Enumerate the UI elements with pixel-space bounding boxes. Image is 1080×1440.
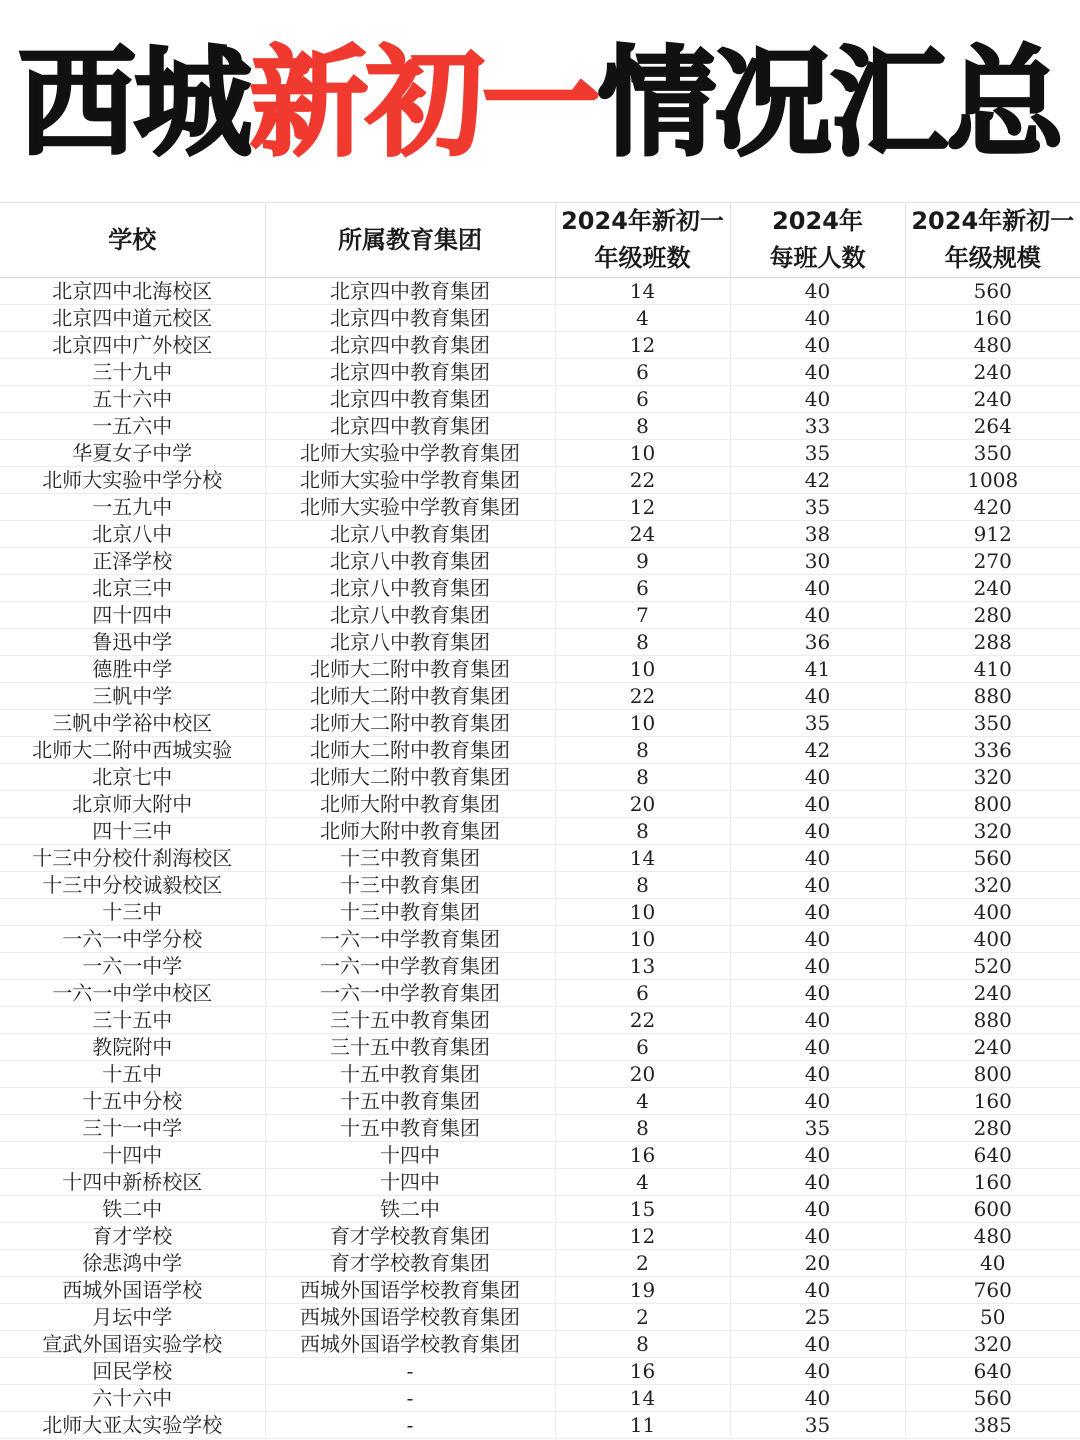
school-name-cell: 一五六中 — [0, 413, 265, 440]
school-name-cell: 十四中新桥校区 — [0, 1169, 265, 1196]
class-count-cell: 16 — [555, 1358, 730, 1385]
table-row — [0, 737, 1080, 764]
class-count-cell: 10 — [555, 710, 730, 737]
class-count-cell: 4 — [555, 1169, 730, 1196]
per-class-cell: 40 — [730, 872, 905, 899]
school-name-cell: 教院附中 — [0, 1034, 265, 1061]
grade-size-cell: 350 — [905, 710, 1080, 737]
school-name-cell: 四十四中 — [0, 602, 265, 629]
class-count-cell: 14 — [555, 845, 730, 872]
per-class-cell: 38 — [730, 521, 905, 548]
group-name-cell: 一六一中学教育集团 — [265, 980, 555, 1007]
school-name-cell: 十三中 — [0, 899, 265, 926]
table-row — [0, 1169, 1080, 1196]
class-count-cell: 12 — [555, 332, 730, 359]
group-name-cell: 十四中 — [265, 1169, 555, 1196]
group-name-cell: 西城外国语学校教育集团 — [265, 1331, 555, 1358]
group-name-cell: 三十五中教育集团 — [265, 1034, 555, 1061]
class-count-cell: 10 — [555, 926, 730, 953]
school-name-cell: 一六一中学 — [0, 953, 265, 980]
table-row — [0, 656, 1080, 683]
school-name-cell: 一六一中学中校区 — [0, 980, 265, 1007]
school-name-cell: 十五中分校 — [0, 1088, 265, 1115]
group-name-cell: 北京四中教育集团 — [265, 359, 555, 386]
header-class-count: 2024年新初一 年级班数 — [555, 203, 730, 278]
group-name-cell: 西城外国语学校教育集团 — [265, 1304, 555, 1331]
class-count-cell: 6 — [555, 359, 730, 386]
table-row — [0, 1304, 1080, 1331]
grade-size-cell: 800 — [905, 791, 1080, 818]
per-class-cell: 40 — [730, 1169, 905, 1196]
group-name-cell: 北师大二附中教育集团 — [265, 764, 555, 791]
class-count-cell: 8 — [555, 413, 730, 440]
class-count-cell: 8 — [555, 737, 730, 764]
school-name-cell: 十三中分校诚毅校区 — [0, 872, 265, 899]
school-name-cell: 北师大二附中西城实验 — [0, 737, 265, 764]
grade-size-cell: 320 — [905, 872, 1080, 899]
group-name-cell: 北京八中教育集团 — [265, 521, 555, 548]
group-name-cell: 北师大实验中学教育集团 — [265, 440, 555, 467]
class-count-cell: 13 — [555, 953, 730, 980]
grade-size-cell: 240 — [905, 575, 1080, 602]
grade-size-cell: 350 — [905, 440, 1080, 467]
table-row — [0, 764, 1080, 791]
grade-size-cell: 240 — [905, 980, 1080, 1007]
table-row — [0, 467, 1080, 494]
per-class-cell: 35 — [730, 1115, 905, 1142]
table-row — [0, 278, 1080, 305]
per-class-cell: 40 — [730, 1088, 905, 1115]
grade-size-cell: 600 — [905, 1196, 1080, 1223]
grade-size-cell: 160 — [905, 305, 1080, 332]
class-count-cell: 15 — [555, 1196, 730, 1223]
grade-size-cell: 288 — [905, 629, 1080, 656]
group-name-cell: - — [265, 1385, 555, 1412]
table-row — [0, 440, 1080, 467]
table-row — [0, 1088, 1080, 1115]
group-name-cell: 北京四中教育集团 — [265, 332, 555, 359]
school-name-cell: 北京八中 — [0, 521, 265, 548]
school-name-cell: 北京七中 — [0, 764, 265, 791]
header-group: 所属教育集团 — [265, 203, 555, 278]
table-row — [0, 1358, 1080, 1385]
page-title — [0, 28, 1080, 178]
group-name-cell: 育才学校教育集团 — [265, 1223, 555, 1250]
per-class-cell: 40 — [730, 1061, 905, 1088]
grade-size-cell: 480 — [905, 1223, 1080, 1250]
group-name-cell: 北师大附中教育集团 — [265, 818, 555, 845]
class-count-cell: 12 — [555, 1223, 730, 1250]
group-name-cell: 一六一中学教育集团 — [265, 953, 555, 980]
grade-size-cell: 560 — [905, 1385, 1080, 1412]
class-count-cell: 24 — [555, 521, 730, 548]
group-name-cell: 西城外国语学校教育集团 — [265, 1277, 555, 1304]
table-row — [0, 710, 1080, 737]
table-row — [0, 791, 1080, 818]
table-row — [0, 521, 1080, 548]
class-count-cell: 22 — [555, 1007, 730, 1034]
table-row — [0, 1277, 1080, 1304]
per-class-cell: 40 — [730, 899, 905, 926]
per-class-cell: 42 — [730, 467, 905, 494]
group-name-cell: 北京四中教育集团 — [265, 278, 555, 305]
class-count-cell: 10 — [555, 440, 730, 467]
school-name-cell: 十四中 — [0, 1142, 265, 1169]
grade-size-cell: 560 — [905, 845, 1080, 872]
title-part-summary: 情况汇总 — [598, 34, 1063, 172]
table-row — [0, 953, 1080, 980]
class-count-cell: 6 — [555, 386, 730, 413]
table-row — [0, 575, 1080, 602]
school-name-cell: 四十三中 — [0, 818, 265, 845]
grade-size-cell: 320 — [905, 1331, 1080, 1358]
group-name-cell: - — [265, 1412, 555, 1439]
header-school: 学校 — [0, 203, 265, 278]
grade-size-cell: 40 — [905, 1250, 1080, 1277]
group-name-cell: 北师大实验中学教育集团 — [265, 494, 555, 521]
table-row — [0, 1007, 1080, 1034]
class-count-cell: 20 — [555, 791, 730, 818]
per-class-cell: 40 — [730, 1007, 905, 1034]
table-row — [0, 1412, 1080, 1439]
class-count-cell: 8 — [555, 764, 730, 791]
per-class-cell: 40 — [730, 305, 905, 332]
group-name-cell: 十五中教育集团 — [265, 1088, 555, 1115]
table-row — [0, 629, 1080, 656]
table-row — [0, 1034, 1080, 1061]
school-name-cell: 宣武外国语实验学校 — [0, 1331, 265, 1358]
per-class-cell: 40 — [730, 1277, 905, 1304]
school-name-cell: 北京师大附中 — [0, 791, 265, 818]
group-name-cell: - — [265, 1358, 555, 1385]
per-class-cell: 40 — [730, 602, 905, 629]
grade-size-cell: 240 — [905, 1034, 1080, 1061]
grade-size-cell: 520 — [905, 953, 1080, 980]
table-row — [0, 332, 1080, 359]
per-class-cell: 35 — [730, 440, 905, 467]
group-name-cell: 北京四中教育集团 — [265, 413, 555, 440]
per-class-cell: 40 — [730, 1034, 905, 1061]
class-count-cell: 11 — [555, 1412, 730, 1439]
class-count-cell: 2 — [555, 1304, 730, 1331]
grade-size-cell: 280 — [905, 1115, 1080, 1142]
school-name-cell: 北京三中 — [0, 575, 265, 602]
school-name-cell: 五十六中 — [0, 386, 265, 413]
school-name-cell: 正泽学校 — [0, 548, 265, 575]
table-row — [0, 413, 1080, 440]
per-class-cell: 40 — [730, 1223, 905, 1250]
class-count-cell: 8 — [555, 629, 730, 656]
group-name-cell: 北师大附中教育集团 — [265, 791, 555, 818]
table-row — [0, 1196, 1080, 1223]
table-row — [0, 818, 1080, 845]
school-name-cell: 三十九中 — [0, 359, 265, 386]
grade-size-cell: 240 — [905, 359, 1080, 386]
class-count-cell: 8 — [555, 1331, 730, 1358]
table-row — [0, 1115, 1080, 1142]
grade-size-cell: 400 — [905, 926, 1080, 953]
per-class-cell: 40 — [730, 359, 905, 386]
school-name-cell: 北京四中广外校区 — [0, 332, 265, 359]
class-count-cell: 6 — [555, 980, 730, 1007]
grade-size-cell: 240 — [905, 386, 1080, 413]
group-name-cell: 十三中教育集团 — [265, 872, 555, 899]
per-class-cell: 25 — [730, 1304, 905, 1331]
group-name-cell: 北京八中教育集团 — [265, 629, 555, 656]
school-name-cell: 十三中分校什刹海校区 — [0, 845, 265, 872]
per-class-cell: 40 — [730, 980, 905, 1007]
per-class-cell: 30 — [730, 548, 905, 575]
group-name-cell: 北师大实验中学教育集团 — [265, 467, 555, 494]
school-name-cell: 一六一中学分校 — [0, 926, 265, 953]
grade-size-cell: 1008 — [905, 467, 1080, 494]
per-class-cell: 33 — [730, 413, 905, 440]
school-name-cell: 德胜中学 — [0, 656, 265, 683]
class-count-cell: 14 — [555, 278, 730, 305]
title-part-xicheng: 西城 — [17, 34, 250, 172]
school-name-cell: 三十五中 — [0, 1007, 265, 1034]
school-name-cell: 铁二中 — [0, 1196, 265, 1223]
per-class-cell: 40 — [730, 953, 905, 980]
grade-size-cell: 640 — [905, 1358, 1080, 1385]
grade-size-cell: 264 — [905, 413, 1080, 440]
grade-size-cell: 336 — [905, 737, 1080, 764]
school-table — [0, 202, 1080, 1439]
group-name-cell: 十四中 — [265, 1142, 555, 1169]
school-name-cell: 十五中 — [0, 1061, 265, 1088]
group-name-cell: 北京四中教育集团 — [265, 386, 555, 413]
group-name-cell: 北师大二附中教育集团 — [265, 683, 555, 710]
per-class-cell: 35 — [730, 494, 905, 521]
table-row — [0, 926, 1080, 953]
table-row — [0, 683, 1080, 710]
group-name-cell: 北师大二附中教育集团 — [265, 710, 555, 737]
group-name-cell: 北京八中教育集团 — [265, 602, 555, 629]
per-class-cell: 20 — [730, 1250, 905, 1277]
per-class-cell: 40 — [730, 845, 905, 872]
table-row — [0, 494, 1080, 521]
class-count-cell: 22 — [555, 683, 730, 710]
group-name-cell: 北师大二附中教育集团 — [265, 737, 555, 764]
table-row — [0, 1385, 1080, 1412]
school-name-cell: 月坛中学 — [0, 1304, 265, 1331]
per-class-cell: 40 — [730, 278, 905, 305]
table-row — [0, 386, 1080, 413]
group-name-cell: 十五中教育集团 — [265, 1061, 555, 1088]
grade-size-cell: 880 — [905, 1007, 1080, 1034]
class-count-cell: 8 — [555, 818, 730, 845]
table-row — [0, 1061, 1080, 1088]
table-row — [0, 845, 1080, 872]
per-class-cell: 40 — [730, 575, 905, 602]
table-row — [0, 359, 1080, 386]
table-row — [0, 980, 1080, 1007]
school-name-cell: 北师大亚太实验学校 — [0, 1412, 265, 1439]
grade-size-cell: 640 — [905, 1142, 1080, 1169]
per-class-cell: 41 — [730, 656, 905, 683]
grade-size-cell: 410 — [905, 656, 1080, 683]
grade-size-cell: 800 — [905, 1061, 1080, 1088]
table-row — [0, 1223, 1080, 1250]
school-name-cell: 三十一中学 — [0, 1115, 265, 1142]
table-row — [0, 899, 1080, 926]
per-class-cell: 40 — [730, 1142, 905, 1169]
table-row — [0, 872, 1080, 899]
group-name-cell: 北京八中教育集团 — [265, 548, 555, 575]
class-count-cell: 2 — [555, 1250, 730, 1277]
grade-size-cell: 912 — [905, 521, 1080, 548]
per-class-cell: 40 — [730, 791, 905, 818]
class-count-cell: 6 — [555, 1034, 730, 1061]
per-class-cell: 35 — [730, 710, 905, 737]
class-count-cell: 4 — [555, 1088, 730, 1115]
class-count-cell: 4 — [555, 305, 730, 332]
grade-size-cell: 760 — [905, 1277, 1080, 1304]
school-name-cell: 六十六中 — [0, 1385, 265, 1412]
group-name-cell: 一六一中学教育集团 — [265, 926, 555, 953]
per-class-cell: 40 — [730, 386, 905, 413]
grade-size-cell: 420 — [905, 494, 1080, 521]
class-count-cell: 8 — [555, 1115, 730, 1142]
school-name-cell: 北师大实验中学分校 — [0, 467, 265, 494]
per-class-cell: 40 — [730, 1385, 905, 1412]
table-row — [0, 548, 1080, 575]
grade-size-cell: 400 — [905, 899, 1080, 926]
class-count-cell: 14 — [555, 1385, 730, 1412]
group-name-cell: 十三中教育集团 — [265, 899, 555, 926]
class-count-cell: 7 — [555, 602, 730, 629]
group-name-cell: 三十五中教育集团 — [265, 1007, 555, 1034]
school-name-cell: 三帆中学裕中校区 — [0, 710, 265, 737]
class-count-cell: 19 — [555, 1277, 730, 1304]
grade-size-cell: 560 — [905, 278, 1080, 305]
class-count-cell: 12 — [555, 494, 730, 521]
school-name-cell: 回民学校 — [0, 1358, 265, 1385]
class-count-cell: 22 — [555, 467, 730, 494]
table-header-row — [0, 203, 1080, 278]
per-class-cell: 40 — [730, 1358, 905, 1385]
group-name-cell: 北京四中教育集团 — [265, 305, 555, 332]
school-name-cell: 华夏女子中学 — [0, 440, 265, 467]
group-name-cell: 铁二中 — [265, 1196, 555, 1223]
header-per-class: 2024年 每班人数 — [730, 203, 905, 278]
table-row — [0, 602, 1080, 629]
table-row — [0, 1142, 1080, 1169]
per-class-cell: 40 — [730, 1196, 905, 1223]
grade-size-cell: 270 — [905, 548, 1080, 575]
per-class-cell: 40 — [730, 683, 905, 710]
grade-size-cell: 880 — [905, 683, 1080, 710]
grade-size-cell: 385 — [905, 1412, 1080, 1439]
school-name-cell: 三帆中学 — [0, 683, 265, 710]
class-count-cell: 10 — [555, 656, 730, 683]
per-class-cell: 40 — [730, 926, 905, 953]
school-name-cell: 北京四中道元校区 — [0, 305, 265, 332]
grade-size-cell: 50 — [905, 1304, 1080, 1331]
group-name-cell: 十三中教育集团 — [265, 845, 555, 872]
per-class-cell: 36 — [730, 629, 905, 656]
school-name-cell: 育才学校 — [0, 1223, 265, 1250]
group-name-cell: 育才学校教育集团 — [265, 1250, 555, 1277]
grade-size-cell: 280 — [905, 602, 1080, 629]
class-count-cell: 9 — [555, 548, 730, 575]
grade-size-cell: 480 — [905, 332, 1080, 359]
school-name-cell: 西城外国语学校 — [0, 1277, 265, 1304]
per-class-cell: 40 — [730, 1331, 905, 1358]
grade-size-cell: 160 — [905, 1169, 1080, 1196]
grade-size-cell: 320 — [905, 818, 1080, 845]
class-count-cell: 10 — [555, 899, 730, 926]
table-row — [0, 1331, 1080, 1358]
title-part-new-grade: 新初一 — [249, 34, 598, 172]
grade-size-cell: 320 — [905, 764, 1080, 791]
per-class-cell: 42 — [730, 737, 905, 764]
class-count-cell: 20 — [555, 1061, 730, 1088]
table-row — [0, 1250, 1080, 1277]
per-class-cell: 35 — [730, 1412, 905, 1439]
per-class-cell: 40 — [730, 818, 905, 845]
group-name-cell: 北师大二附中教育集团 — [265, 656, 555, 683]
school-name-cell: 鲁迅中学 — [0, 629, 265, 656]
per-class-cell: 40 — [730, 764, 905, 791]
group-name-cell: 十五中教育集团 — [265, 1115, 555, 1142]
school-name-cell: 一五九中 — [0, 494, 265, 521]
class-count-cell: 8 — [555, 872, 730, 899]
grade-size-cell: 160 — [905, 1088, 1080, 1115]
school-name-cell: 徐悲鸿中学 — [0, 1250, 265, 1277]
class-count-cell: 6 — [555, 575, 730, 602]
class-count-cell: 16 — [555, 1142, 730, 1169]
per-class-cell: 40 — [730, 332, 905, 359]
group-name-cell: 北京八中教育集团 — [265, 575, 555, 602]
header-grade-size: 2024年新初一 年级规模 — [905, 203, 1080, 278]
school-name-cell: 北京四中北海校区 — [0, 278, 265, 305]
table-row — [0, 305, 1080, 332]
